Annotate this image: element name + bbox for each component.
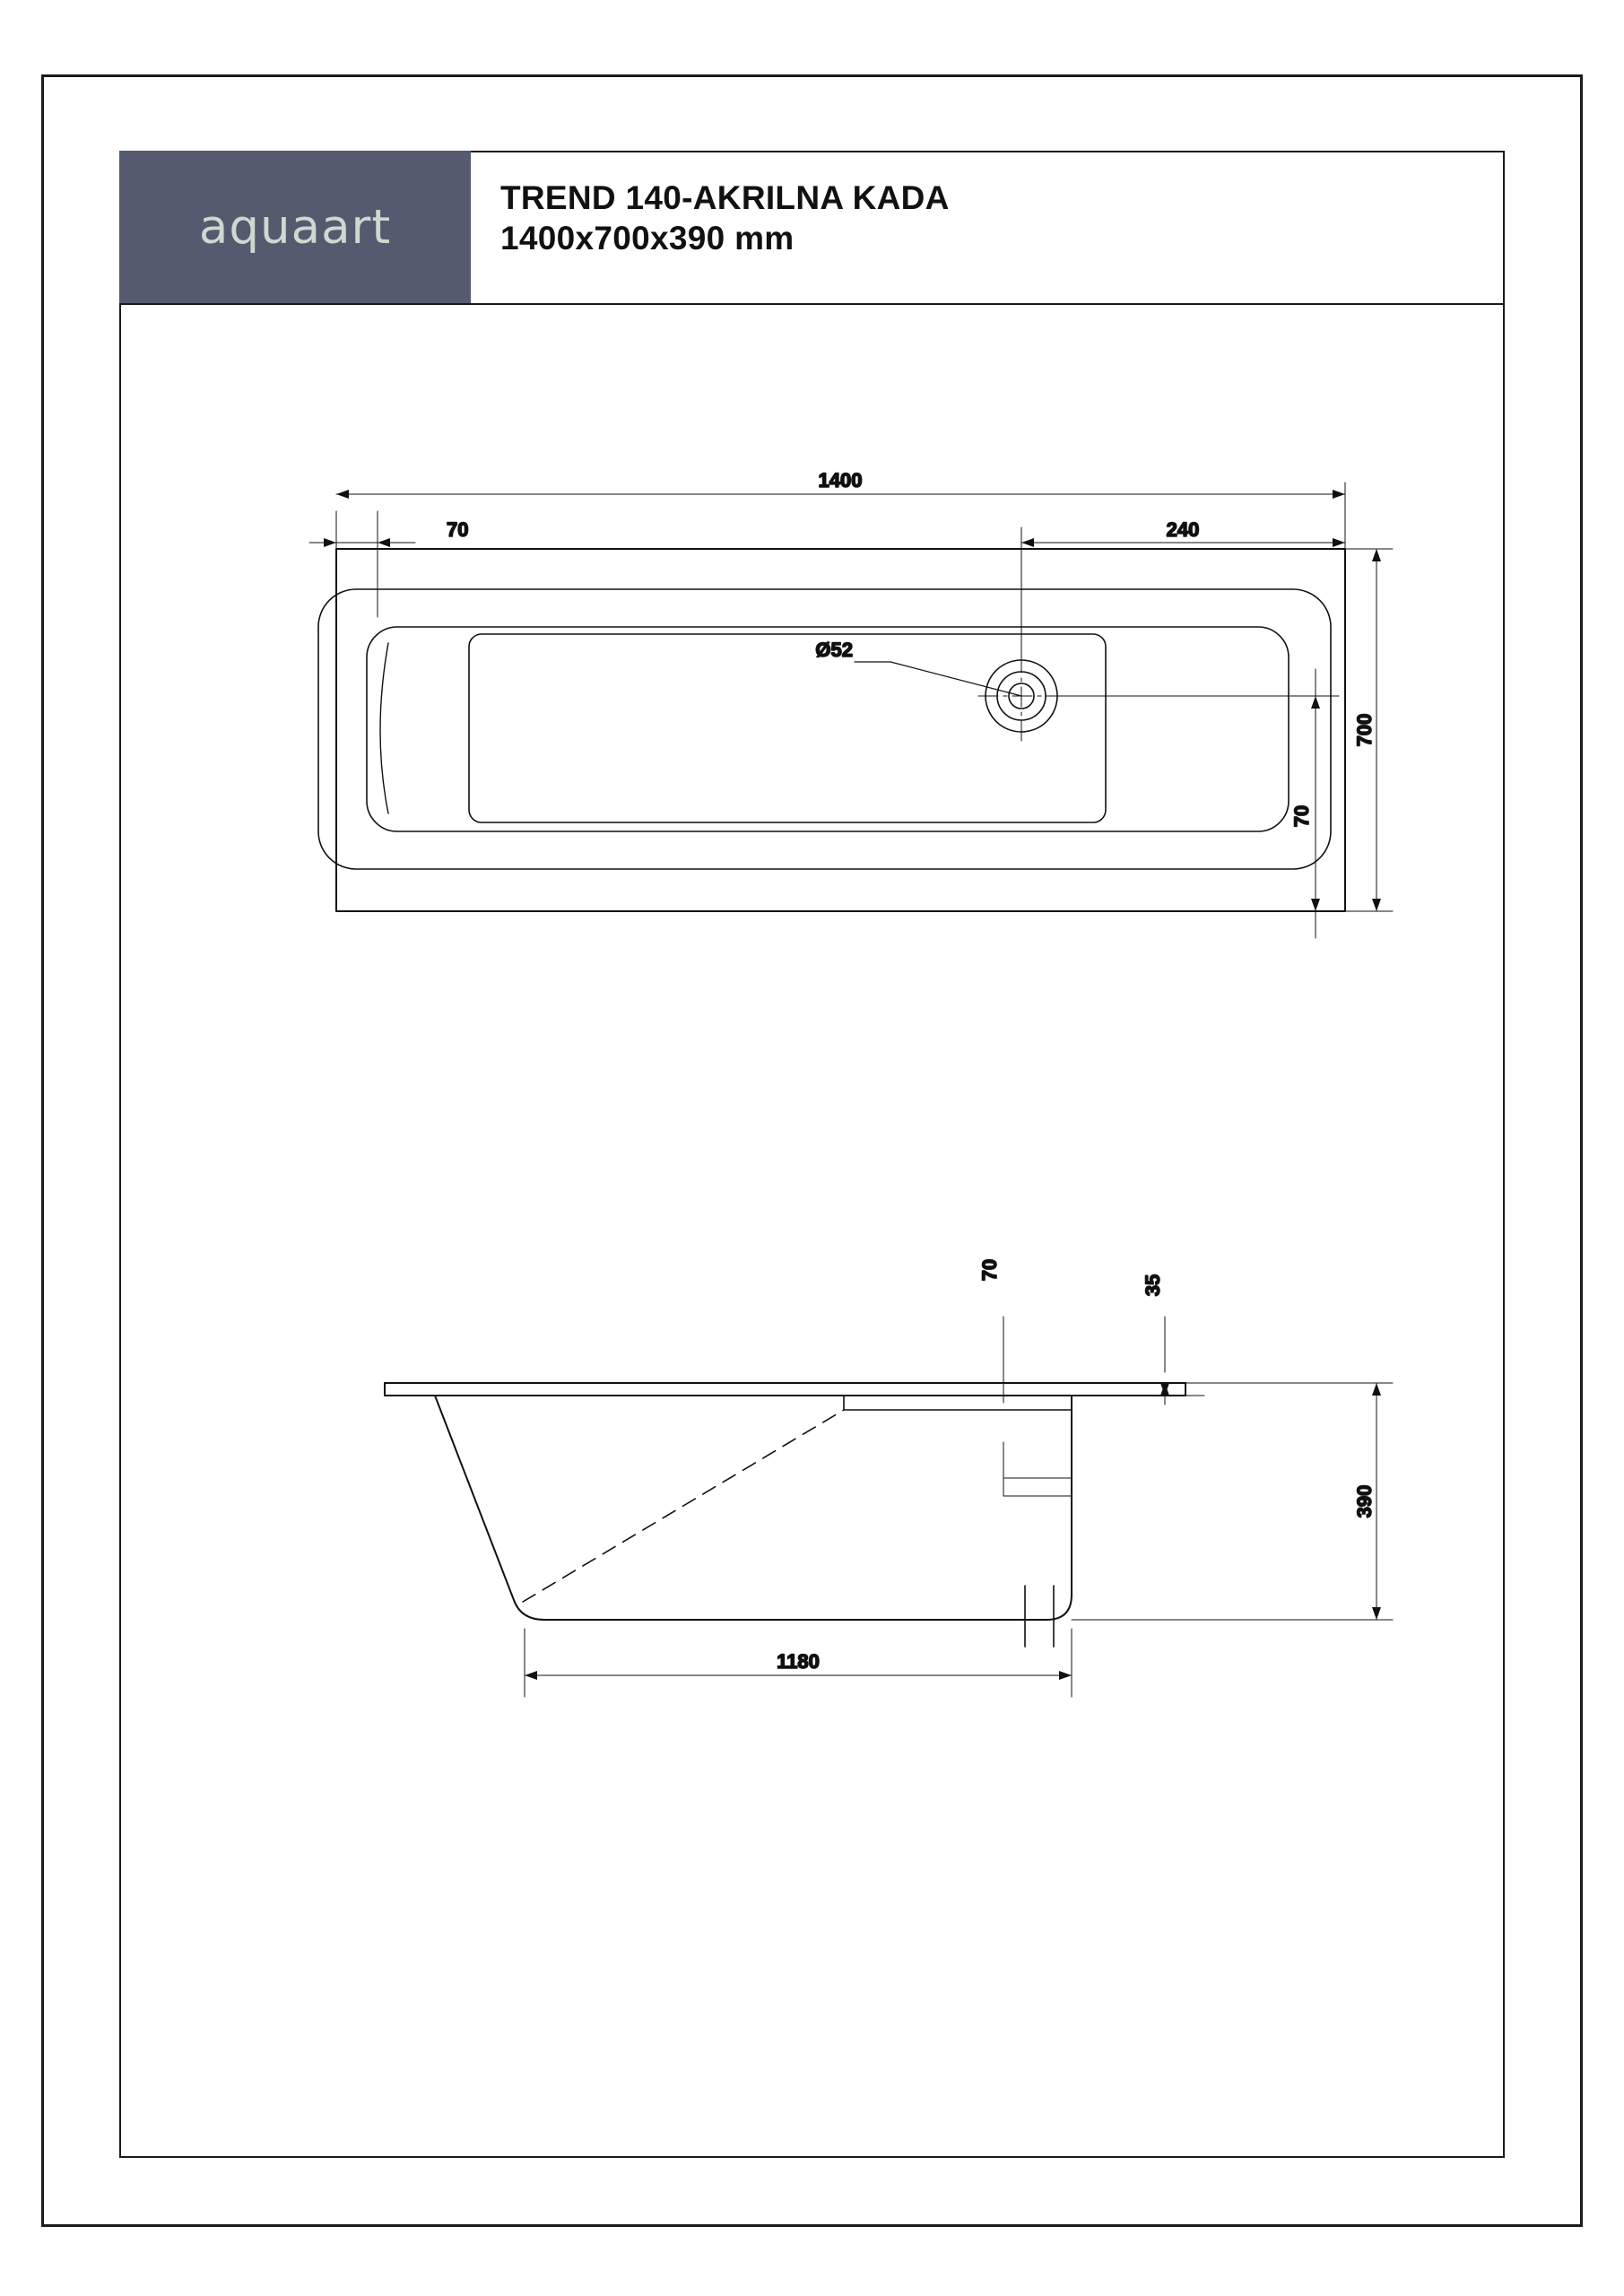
product-title-line1: TREND 140-AKRILNA KADA (500, 179, 950, 216)
dim-width-700: 700 (1353, 713, 1376, 747)
dim-right-240: 240 (1166, 518, 1200, 541)
dim-bottom-1180: 1180 (777, 1650, 820, 1673)
side-section-bathtub (385, 1259, 1393, 1697)
dim-height-390: 390 (1353, 1484, 1376, 1518)
top-view-bathtub (309, 469, 1393, 938)
dim-length-1400: 1400 (818, 469, 863, 491)
dim-drain-bottom-70: 70 (1290, 804, 1313, 828)
dim-left-70: 70 (447, 518, 469, 541)
technical-drawing (119, 151, 1505, 2158)
brand-logo-text: aquaart (198, 199, 392, 255)
dim-rim-35: 35 (1142, 1274, 1164, 1297)
product-title-line2: 1400x700x390 mm (500, 220, 795, 257)
dim-diameter-52: Ø52 (815, 639, 853, 661)
dim-side-70: 70 (978, 1258, 1001, 1282)
